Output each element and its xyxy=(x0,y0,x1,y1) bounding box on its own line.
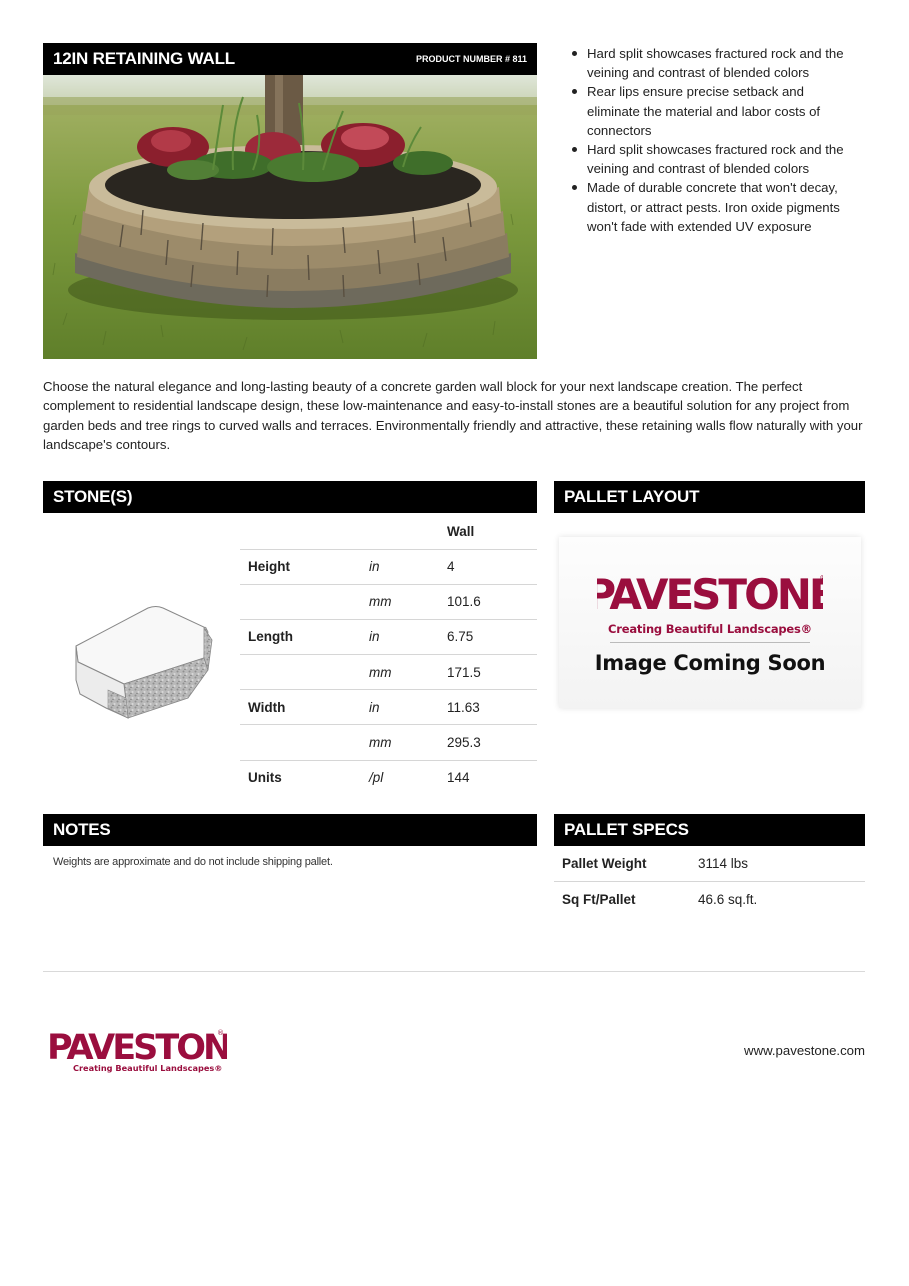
spec-label: Length xyxy=(240,619,361,654)
spec-unit: mm xyxy=(361,655,439,690)
table-row xyxy=(240,619,537,654)
spec-unit: in xyxy=(361,549,439,584)
feature-item: Rear lips ensure precise setback and eliminate the material and labor costs of connectors xyxy=(566,82,856,140)
spec-unit: /pl xyxy=(369,770,384,786)
pallet-specs-table xyxy=(554,846,865,917)
pallet-spec-label: Pallet Weight xyxy=(554,846,690,882)
footer-pavestone-logo xyxy=(45,1027,227,1075)
footer-divider xyxy=(43,971,865,972)
table-header-row xyxy=(240,514,537,549)
product-title: 12IN RETAINING WALL xyxy=(53,49,235,68)
product-number: PRODUCT NUMBER # 811 xyxy=(415,54,527,64)
spec-label xyxy=(240,655,361,690)
pallet-layout-section-header xyxy=(554,481,865,513)
product-title-bar xyxy=(43,43,537,75)
pallet-specs-section-header xyxy=(554,814,865,846)
table-row xyxy=(240,725,537,760)
svg-text:PAVESTONE: PAVESTONE xyxy=(597,571,823,615)
notes-section-header xyxy=(43,814,537,846)
spec-unit: mm xyxy=(361,725,439,760)
spec-unit: mm xyxy=(361,584,439,619)
pallet-specs-heading: PALLET SPECS xyxy=(564,820,689,839)
spec-value: 295.3 xyxy=(439,725,537,760)
stone-block-illustration xyxy=(68,598,218,723)
stone-spec-table xyxy=(240,514,537,795)
feature-item: Hard split showcases fractured rock and the veining and contrast of blended colors xyxy=(566,44,856,82)
table-row xyxy=(240,690,537,725)
website-link[interactable]: www.pavestone.com xyxy=(744,1043,865,1058)
spec-unit: in xyxy=(361,690,439,725)
table-row xyxy=(554,846,865,882)
table-row xyxy=(554,882,865,918)
pallet-spec-value: 3114 lbs xyxy=(690,846,865,882)
spec-unit: in xyxy=(361,619,439,654)
spec-value: 11.63 xyxy=(439,690,537,725)
pavestone-logo xyxy=(597,571,823,620)
stones-section-header xyxy=(43,481,537,513)
spec-label: Width xyxy=(240,690,361,725)
table-row xyxy=(240,655,537,690)
logo-tagline: Creating Beautiful Landscapes® xyxy=(608,622,812,636)
spec-label: Height xyxy=(240,549,361,584)
pallet-spec-label: Sq Ft/Pallet xyxy=(562,892,636,907)
svg-text:®: ® xyxy=(819,574,823,583)
notes-text: Weights are approximate and do not include shipping pallet. xyxy=(53,856,333,868)
product-photo xyxy=(43,75,537,359)
table-row xyxy=(240,549,537,584)
spec-label: Units xyxy=(248,770,282,786)
spec-value: 101.6 xyxy=(439,584,537,619)
spec-value: 144 xyxy=(447,770,470,786)
feature-item: Hard split showcases fractured rock and the veining and contrast of blended colors xyxy=(566,140,856,178)
spec-label xyxy=(240,584,361,619)
divider xyxy=(610,642,810,643)
image-coming-soon-text: Image Coming Soon xyxy=(594,651,826,675)
svg-text:PAVESTONE: PAVESTON xyxy=(47,1028,227,1068)
product-description: Choose the natural elegance and long-lasting beauty of a concrete garden wall block for your next landscape creation. The perfect complement to residential landscape design, these low-maintenance and easy-to-install stones are a beautiful solution for any project from garden beds and tree rings to curved walls and terraces. Environmentally friendly and attractive, these retaining walls flow naturally with your landscape's contours. xyxy=(43,379,863,452)
pallet-layout-heading: PALLET LAYOUT xyxy=(564,487,700,506)
svg-text:Creating Beautiful Landscapes®: Creating Beautiful Landscapes® xyxy=(73,1063,223,1073)
feature-item: Made of durable concrete that won't decay, distort, or attract pests. Iron oxide pigments won't fade with extended UV exposure xyxy=(566,178,856,236)
spec-value: 4 xyxy=(439,549,537,584)
notes-heading: NOTES xyxy=(53,820,111,839)
svg-text:®: ® xyxy=(217,1029,224,1037)
pallet-layout-placeholder xyxy=(559,537,861,708)
table-row xyxy=(240,760,537,795)
spec-value: 171.5 xyxy=(439,655,537,690)
spec-value: 6.75 xyxy=(439,619,537,654)
table-row xyxy=(240,584,537,619)
stones-heading: STONE(S) xyxy=(53,487,133,506)
spec-label xyxy=(240,725,361,760)
feature-list xyxy=(566,44,856,236)
column-header-wall: Wall xyxy=(439,514,537,549)
pallet-spec-value: 46.6 sq.ft. xyxy=(698,892,758,907)
